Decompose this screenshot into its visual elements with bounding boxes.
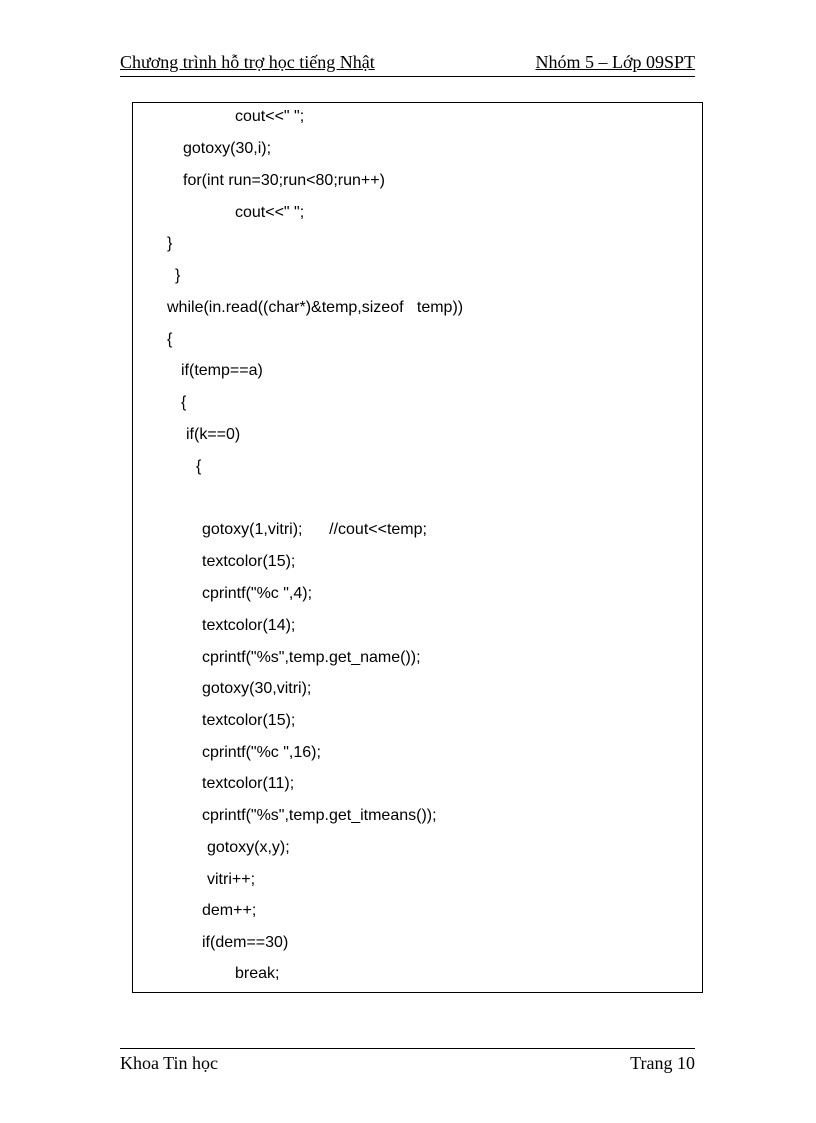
code-line: if(dem==30) [202,934,289,951]
code-line: gotoxy(30,i); [183,140,272,157]
code-line: textcolor(11); [202,775,295,792]
code-line: gotoxy(1,vitri); //cout<<temp; [202,521,427,538]
code-line: dem++; [202,902,257,919]
code-listing-box [132,102,703,993]
code-line: cprintf("%c ",4); [202,585,313,602]
code-line: { [167,331,173,348]
code-line: for(int run=30;run<80;run++) [183,172,385,189]
code-line: if(k==0) [186,426,241,443]
document-title: Chương trình hỗ trợ học tiếng Nhật [120,52,375,72]
page-footer [120,1048,695,1077]
page-number: Trang 10 [630,1053,695,1073]
code-line: break; [235,965,280,982]
page-header [120,52,695,77]
code-line: cout<<" "; [235,204,305,221]
code-line: cout<<" "; [235,108,305,125]
code-line: textcolor(15); [202,553,296,570]
code-line: textcolor(15); [202,712,296,729]
group-label: Nhóm 5 – Lớp 09SPT [535,52,695,72]
code-line: vitri++; [207,871,256,888]
code-line: while(in.read((char*)&temp,sizeof temp)) [167,299,464,316]
code-line: cprintf("%s",temp.get_name()); [202,649,421,666]
code-line: gotoxy(30,vitri); [202,680,312,697]
code-line: if(temp==a) [181,362,263,379]
code-line: cprintf("%c ",16); [202,744,321,761]
department-label: Khoa Tin học [120,1053,219,1073]
code-line: textcolor(14); [202,617,296,634]
code-line: gotoxy(x,y); [207,839,290,856]
code-line: { [196,458,202,475]
code-line: { [181,394,187,411]
code-line: } [175,267,181,284]
code-line: } [167,235,173,252]
code-line: cprintf("%s",temp.get_itmeans()); [202,807,437,824]
